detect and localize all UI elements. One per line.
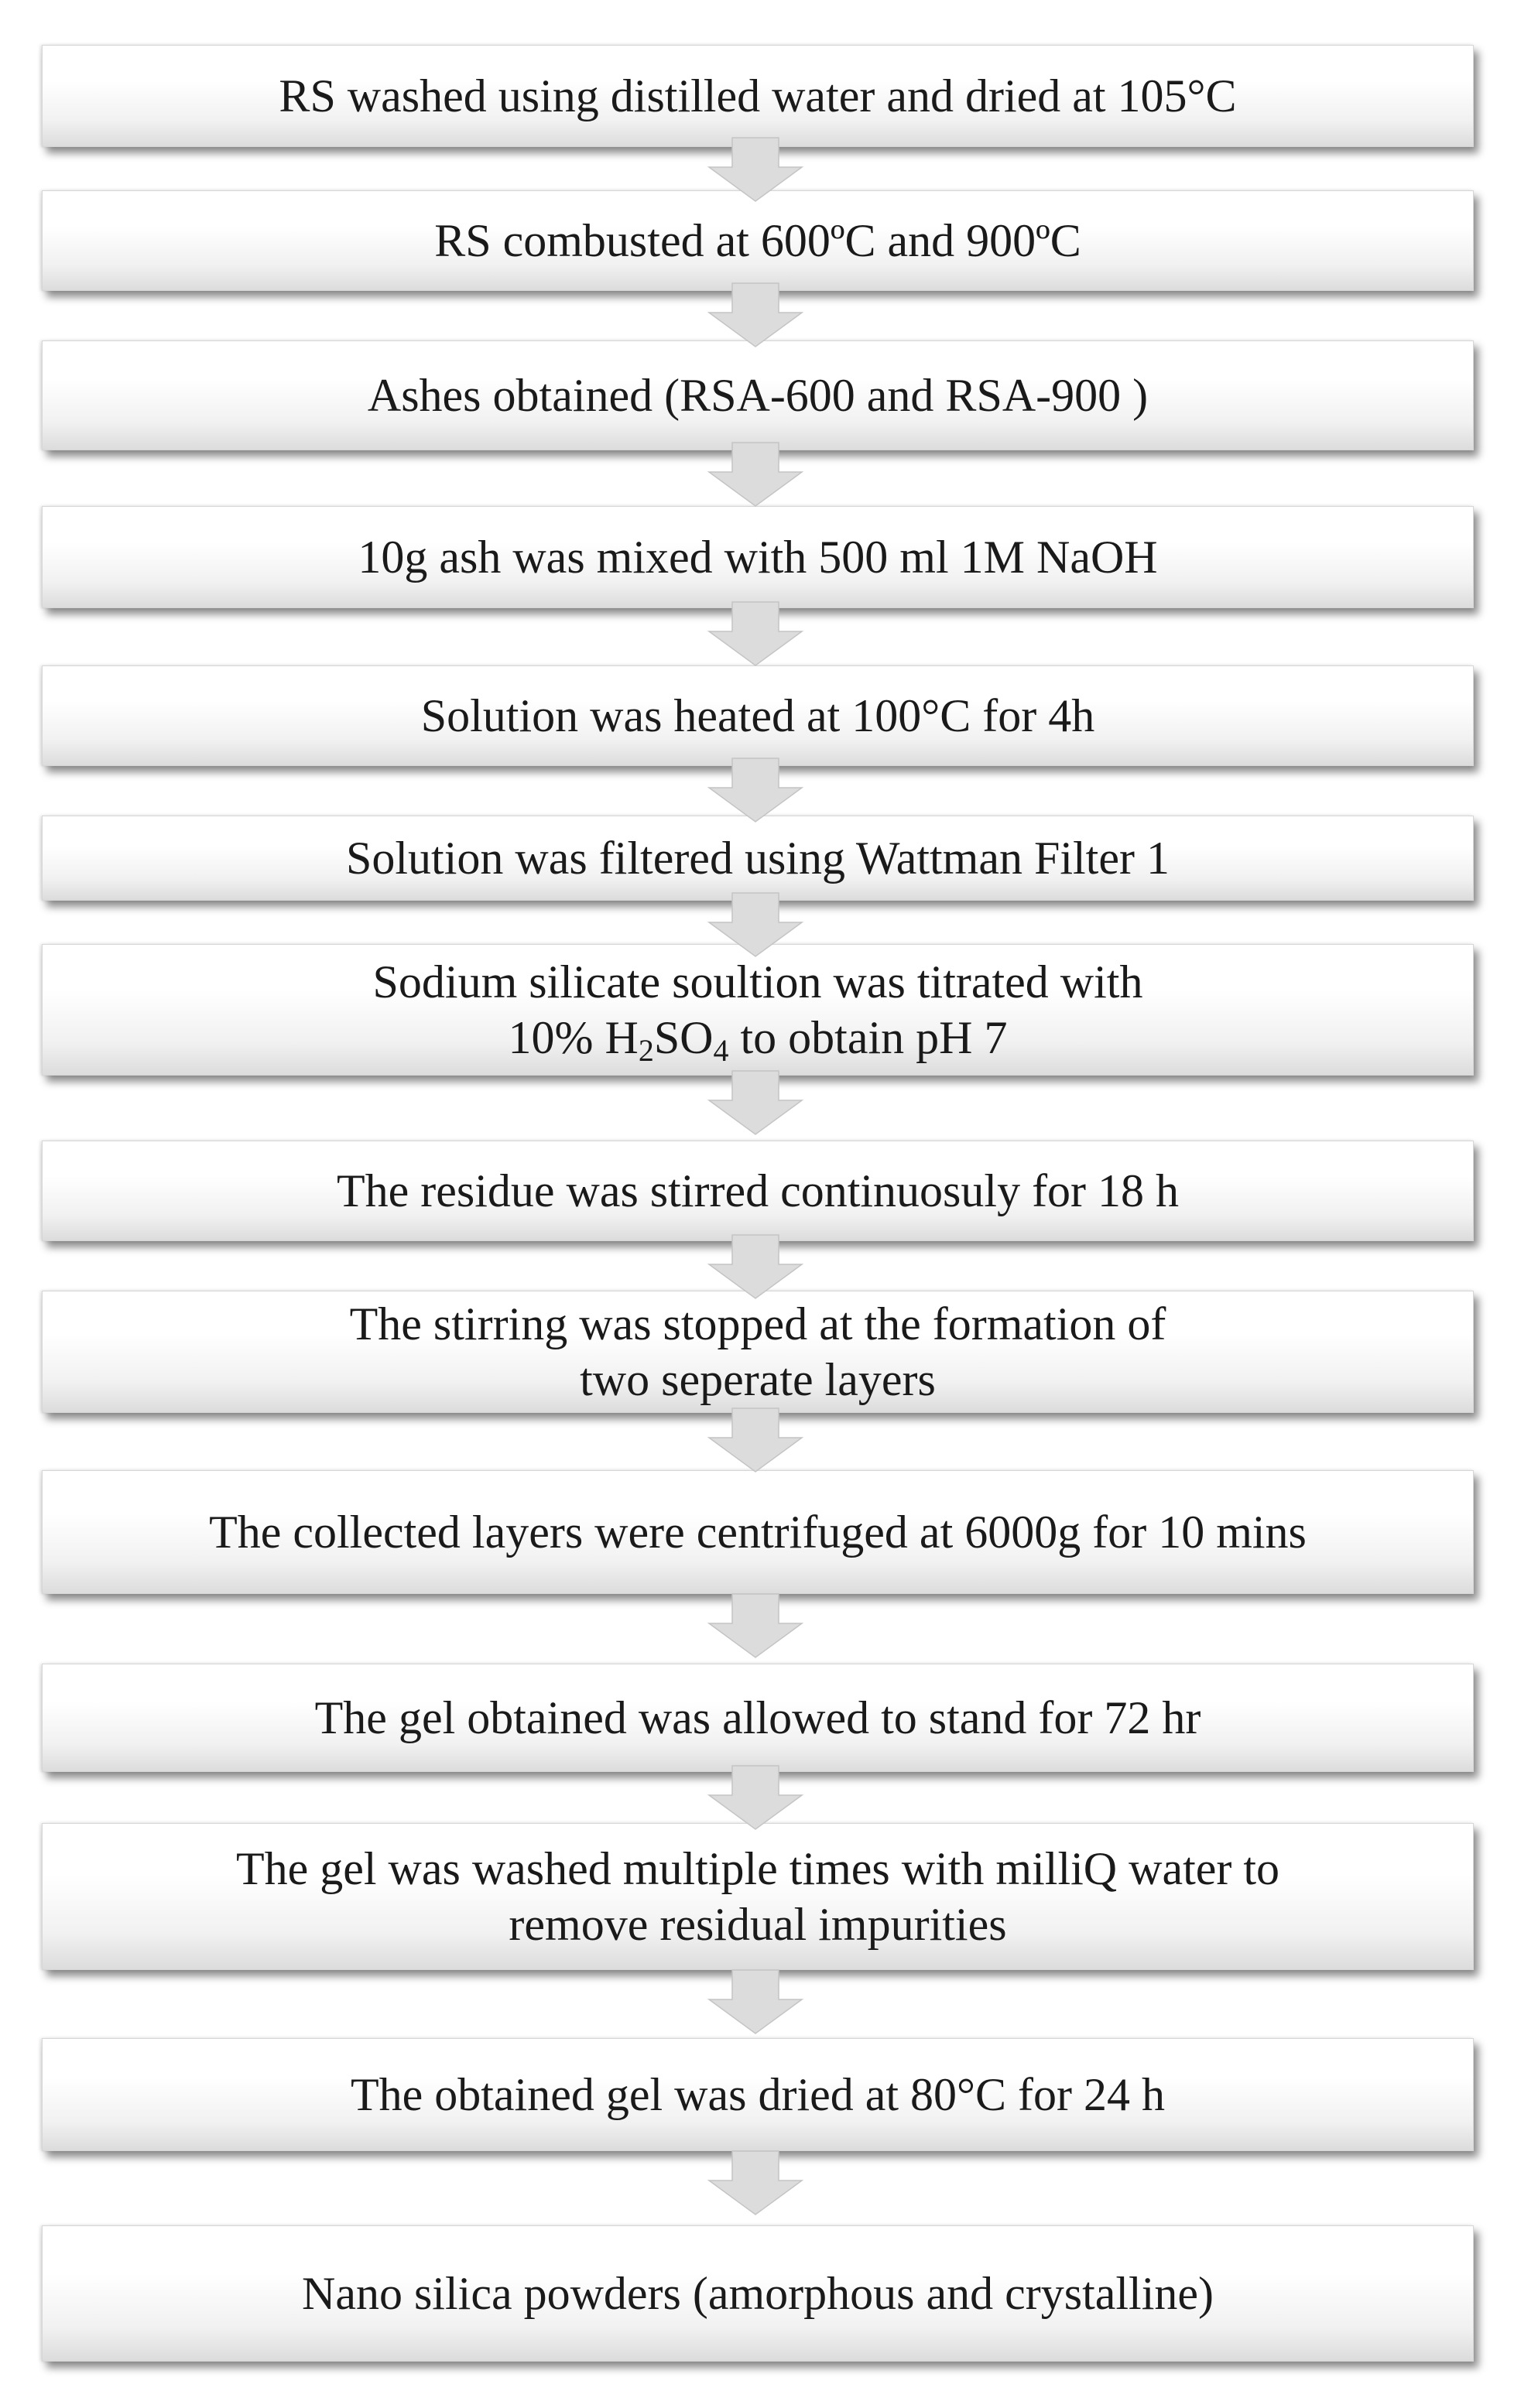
formula-prefix: 10% H — [508, 1012, 639, 1063]
down-arrow-icon-12 — [703, 1970, 808, 2037]
step-box-6 — [42, 816, 1474, 901]
formula-subscript-1: 2 — [638, 1033, 654, 1068]
step-10-text: The collected layers were centrifuged at 6000g for 10 mins — [209, 1507, 1307, 1558]
step-box-4 — [42, 506, 1474, 608]
step-2-text: RS combusted at 600ºC and 900ºC — [434, 215, 1081, 266]
down-arrow-icon-10 — [703, 1594, 808, 1661]
down-arrow-icon-9 — [703, 1408, 808, 1475]
step-box-2 — [42, 190, 1474, 291]
down-arrow-icon-13 — [703, 2151, 808, 2218]
step-7-text-line-2 — [508, 1010, 1008, 1068]
down-arrow-icon-3 — [703, 443, 808, 509]
step-box-1 — [42, 45, 1474, 147]
down-arrow-icon-4 — [703, 602, 808, 669]
step-8-text: The residue was stirred continuosuly for 18 h — [336, 1165, 1180, 1216]
step-box-5 — [42, 665, 1474, 766]
down-arrow-icon-1 — [703, 138, 808, 204]
down-arrow-icon-7 — [703, 1071, 808, 1137]
down-arrow-icon-11 — [703, 1766, 808, 1832]
step-11-text: The gel obtained was allowed to stand for 72 hr — [314, 1692, 1201, 1743]
step-box-9 — [42, 1291, 1474, 1413]
step-9-text-line-1: The stirring was stopped at the formation of — [349, 1298, 1166, 1349]
formula-subscript-2: 4 — [713, 1033, 729, 1068]
step-13-text: The obtained gel was dried at 80°C for 24 h — [350, 2069, 1166, 2120]
step-5-text: Solution was heated at 100°C for 4h — [420, 690, 1095, 741]
down-arrow-icon-8 — [703, 1235, 808, 1301]
step-12-text-line-1: The gel was washed multiple times with milliQ water to — [235, 1843, 1280, 1894]
step-box-14 — [42, 2225, 1474, 2362]
step-box-12 — [42, 1823, 1474, 1970]
step-3-text: Ashes obtained (RSA-600 and RSA-900 ) — [367, 370, 1149, 421]
down-arrow-icon-2 — [703, 283, 808, 350]
step-6-text: Solution was filtered using Wattman Filter 1 — [346, 833, 1170, 884]
formula-mid: SO — [653, 1012, 714, 1063]
formula-suffix: to obtain pH 7 — [728, 1012, 1008, 1063]
step-12-text-line-2: remove residual impurities — [509, 1899, 1007, 1950]
step-box-13 — [42, 2038, 1474, 2151]
step-box-8 — [42, 1141, 1474, 1241]
step-box-3 — [42, 340, 1474, 450]
step-box-11 — [42, 1664, 1474, 1772]
step-box-10 — [42, 1470, 1474, 1594]
step-box-7 — [42, 944, 1474, 1076]
down-arrow-icon-5 — [703, 758, 808, 825]
step-4-text: 10g ash was mixed with 500 ml 1M NaOH — [358, 532, 1158, 583]
step-14-text: Nano silica powders (amorphous and crystalline) — [302, 2268, 1214, 2319]
down-arrow-icon-6 — [703, 893, 808, 959]
step-9-text-line-2: two seperate layers — [580, 1354, 936, 1405]
step-7-text-line-1: Sodium silicate soultion was titrated with — [372, 956, 1143, 1007]
step-1-text: RS washed using distilled water and dried at 105°C — [279, 70, 1237, 121]
